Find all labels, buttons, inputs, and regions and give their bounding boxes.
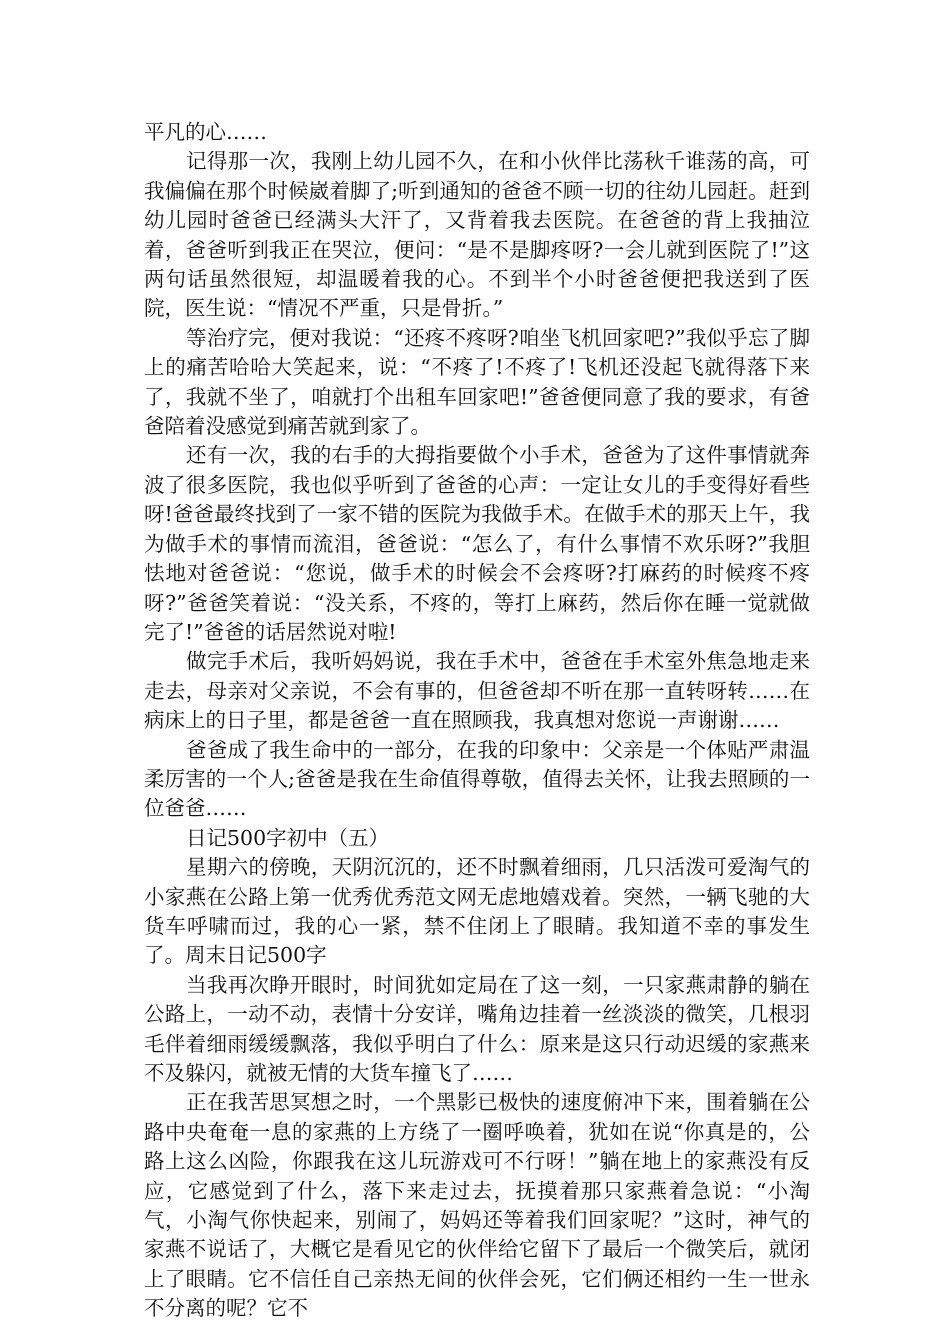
paragraph-swallows-evening: 星期六的傍晚，天阴沉沉的，还不时飘着细雨，几只活泼可爱淘气的小家燕在公路上第一优秀优秀范文网无虑地嬉戏着。突然，一辆飞驰的大货车呼啸而过，我的心一紧，禁不住闭上了眼睛。我知道不幸的事发生了。周末日记500字	[144, 855, 810, 968]
paragraph-swallow-struck: 当我再次睁开眼时，时间犹如定局在了这一刻，一只家燕肃静的躺在公路上，一动不动，表情十分安详，嘴角边挂着一丝淡淡的微笑，几根羽毛伴着细雨缓缓飘落，我似乎明白了什么：原来是这只行动迟缓的家燕来不及躲闪，就被无情的大货车撞飞了……	[144, 972, 810, 1085]
section-heading-diary-five: 日记500字初中（五）	[186, 825, 390, 850]
paragraph-after-treatment: 等治疗完，便对我说：“还疼不疼呀?咱坐飞机回家吧?”我似乎忘了脚上的痛苦哈哈大笑起来，说：“不疼了!不疼了!飞机还没起飞就得落下来了，我就不坐了，咱就打个出租车回家吧!”爸爸便同意了我的要求，有爸爸陪着没感觉到痛苦就到家了。	[144, 325, 810, 439]
paragraph-swallow-companion: 正在我苦思冥想之时，一个黑影已极快的速度俯冲下来，围着躺在公路中央奄奄一息的家燕的上方绕了一圈呼唤着，犹如在说“你真是的，公路上这么凶险，你跟我在这儿玩游戏可不行呀！”躺在地上的家燕没有反应，它感觉到了什么，落下来走过去，抚摸着那只家燕着急说：“小淘气，小淘气你快起来，别闹了，妈妈还等着我们回家呢？”这时，神气的家燕不说话了，大概它是看见它的伙伴给它留下了最后一个微笑后，就闭上了眼睛。它不信任自己亲热无间的伙伴会死，它们俩还相约一生一世永不分离的呢？它不	[144, 1090, 810, 1321]
document-page	[144, 118, 810, 1324]
paragraph-thumb-surgery: 还有一次，我的右手的大拇指要做个小手术，爸爸为了这件事情就奔波了很多医院，我也似乎听到了爸爸的心声：一定让女儿的手变得好看些呀!爸爸最终找到了一家不错的医院为我做手术。在做手术的那天上午，我为做手术的事情而流泪，爸爸说：“怎么了，有什么事情不欢乐呀?”我胆怯地对爸爸说：“您说，做手术的时候会不会疼呀?打麻药的时候疼不疼呀?”爸爸笑着说：“没关系，不疼的，等打上麻药，然后你在睡一觉就做完了!”爸爸的话居然说对啦!	[144, 443, 810, 644]
paragraph-kindergarten-story: 记得那一次，我刚上幼儿园不久，在和小伙伴比荡秋千谁荡的高，可我偏偏在那个时候崴着脚了;听到通知的爸爸不顾一切的往幼儿园赶。赶到幼儿园时爸爸已经满头大汗了，又背着我去医院。在爸爸的背上我抽泣着，爸爸听到我正在哭泣，便问：“是不是脚疼呀?一会儿就到医院了!”这两句话虽然很短，却温暖着我的心。不到半个小时爸爸便把我送到了医院，医生说：“情况不严重，只是骨折。”	[144, 149, 810, 321]
paragraph-father-conclusion: 爸爸成了我生命中的一部分，在我的印象中：父亲是一个体贴严肃温柔厉害的一个人;爸爸是我在生命值得尊敬，值得去关怀，让我去照顾的一位爸爸……	[144, 737, 810, 821]
paragraph-continuation: 平凡的心……	[144, 120, 267, 144]
paragraph-after-surgery: 做完手术后，我听妈妈说，我在手术中，爸爸在手术室外焦急地走来走去，母亲对父亲说，不会有事的，但爸爸却不听在那一直转呀转……在病床上的日子里，都是爸爸一直在照顾我，我真想对您说一声谢谢……	[144, 649, 810, 733]
